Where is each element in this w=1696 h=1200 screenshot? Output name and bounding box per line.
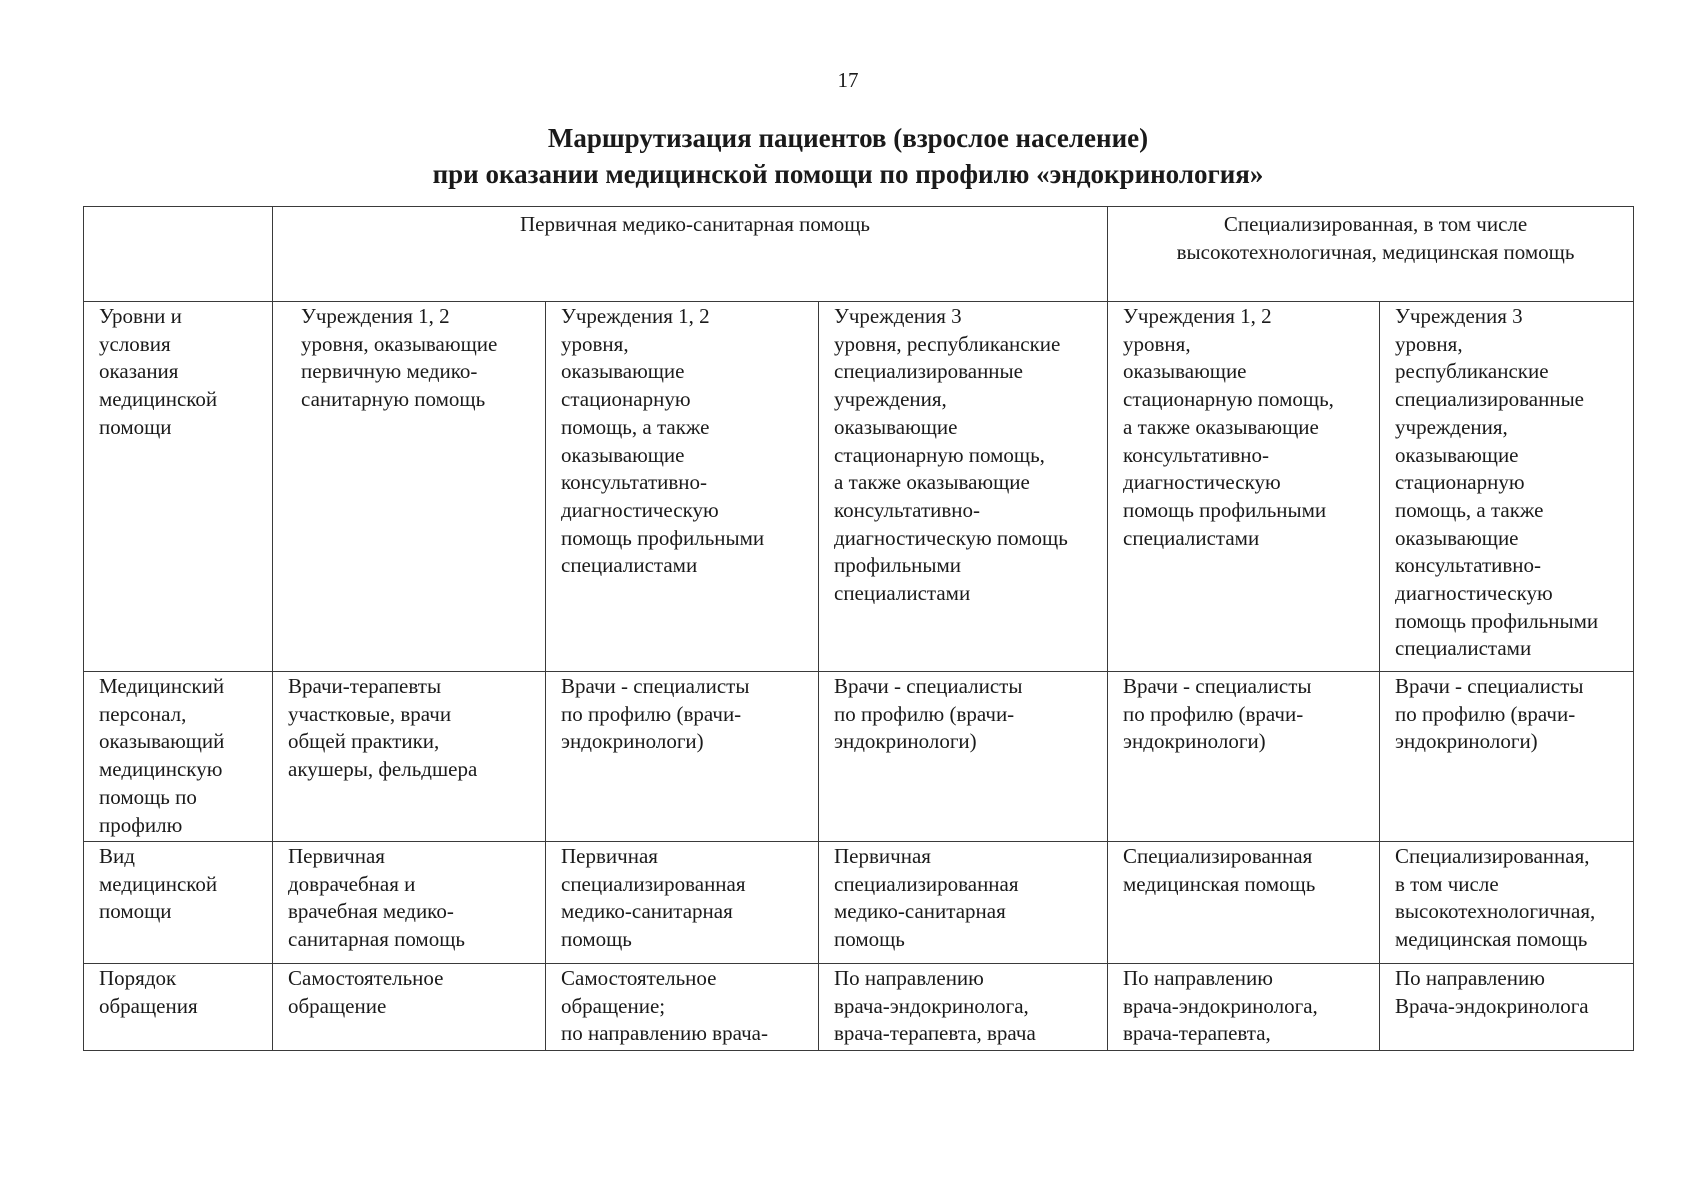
- header-empty-cell: [84, 207, 273, 302]
- table-cell: Самостоятельное обращение; по направлению врача-: [546, 964, 819, 1051]
- table-cell: Учреждения 3 уровня, республиканские специализированные учреждения, оказывающие стационарную помощь, а также оказывающие консультативно- диагностическую помощь профильными специалистами: [819, 302, 1108, 672]
- table-cell: По направлению врача-эндокринолога, врача-терапевта, врача: [819, 964, 1108, 1051]
- table-cell: Учреждения 3 уровня, республиканские специализированные учреждения, оказывающие стационарную помощь, а также оказывающие консультативно- диагностическую помощь профильными специалистами: [1380, 302, 1634, 672]
- table-row-order: [84, 964, 1634, 1051]
- table-cell: Учреждения 1, 2 уровня, оказывающие стационарную помощь, а также оказывающие консультативно- диагностическую помощь профильными специалистами: [546, 302, 819, 672]
- table-cell: Учреждения 1, 2 уровня, оказывающие стационарную помощь, а также оказывающие консультативно- диагностическую помощь профильными специалистами: [1108, 302, 1380, 672]
- row-label-staff: Медицинский персонал, оказывающий медицинскую помощь по профилю: [84, 672, 273, 842]
- row-label-care-type: Вид медицинской помощи: [84, 842, 273, 964]
- table-cell: По направлению Врача-эндокринолога: [1380, 964, 1634, 1051]
- table-row-levels: [84, 302, 1634, 672]
- table-cell: Врачи - специалисты по профилю (врачи- эндокринологи): [1380, 672, 1634, 842]
- header-specialized-care: Специализированная, в том числе высокотехнологичная, медицинская помощь: [1108, 207, 1634, 302]
- title-line-1: Маршрутизация пациентов (взрослое население): [547, 123, 1149, 153]
- table-cell: Первичная доврачебная и врачебная медико- санитарная помощь: [273, 842, 546, 964]
- row-label-order: Порядок обращения: [84, 964, 273, 1051]
- header-primary-care: Первичная медико-санитарная помощь: [273, 207, 1108, 302]
- table-row-care-type: [84, 842, 1634, 964]
- document-title: [0, 120, 1696, 192]
- table-cell: По направлению врача-эндокринолога, врача-терапевта,: [1108, 964, 1380, 1051]
- table-cell: Врачи - специалисты по профилю (врачи- эндокринологи): [819, 672, 1108, 842]
- table-row-staff: [84, 672, 1634, 842]
- table-cell: Учреждения 1, 2 уровня, оказывающие первичную медико- санитарную помощь: [273, 302, 546, 672]
- row-label-levels: Уровни и условия оказания медицинской помощи: [84, 302, 273, 672]
- table-cell: Врачи - специалисты по профилю (врачи- эндокринологи): [546, 672, 819, 842]
- table-header-row: [84, 207, 1634, 302]
- title-line-2: при оказании медицинской помощи по профилю «эндокринология»: [432, 159, 1264, 189]
- table-cell: Врачи-терапевты участковые, врачи общей практики, акушеры, фельдшера: [273, 672, 546, 842]
- routing-table: [83, 206, 1634, 1051]
- page-number: 17: [837, 68, 859, 92]
- table-cell: Специализированная медицинская помощь: [1108, 842, 1380, 964]
- table-cell: Самостоятельное обращение: [273, 964, 546, 1051]
- table-cell: Первичная специализированная медико-санитарная помощь: [546, 842, 819, 964]
- table-cell: Врачи - специалисты по профилю (врачи- эндокринологи): [1108, 672, 1380, 842]
- table-cell: Специализированная, в том числе высокотехнологичная, медицинская помощь: [1380, 842, 1634, 964]
- table-cell: Первичная специализированная медико-санитарная помощь: [819, 842, 1108, 964]
